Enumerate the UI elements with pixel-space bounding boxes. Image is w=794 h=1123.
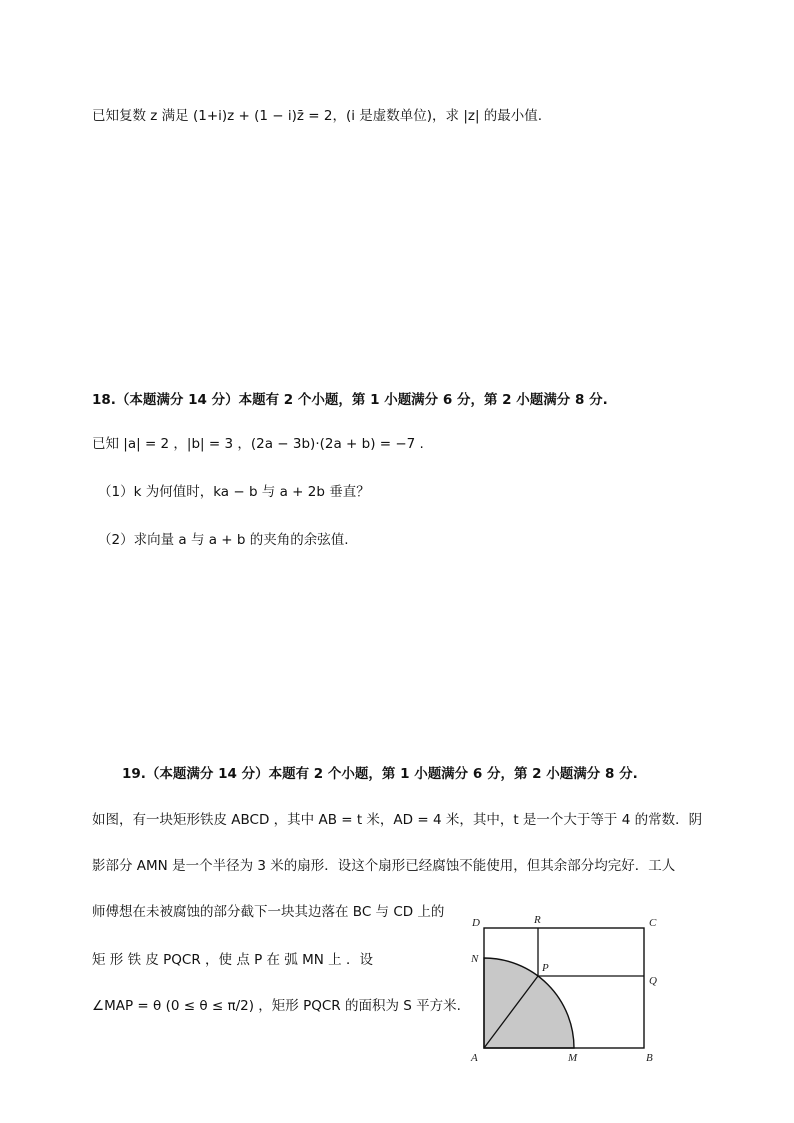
q19-line3: 师傅想在未被腐蚀的部分截下一块其边落在 BC 与 CD 上的 bbox=[92, 904, 445, 920]
rectangle-sector-figure bbox=[462, 905, 672, 1075]
label-n: N bbox=[471, 953, 479, 965]
label-a: A bbox=[471, 1052, 478, 1064]
label-q: Q bbox=[649, 975, 657, 987]
label-m: M bbox=[568, 1052, 578, 1064]
q17-statement: 已知复数 z 满足 (1+i)z + (1 − i)z̄ = 2，(i 是虚数单位)，求 |z| 的最小值. bbox=[92, 108, 543, 124]
q18-part2: （2）求向量 a 与 a + b 的夹角的余弦值. bbox=[98, 532, 349, 548]
label-p: P bbox=[542, 962, 549, 974]
q19-line1: 如图，有一块矩形铁皮 ABCD ，其中 AB = t 米，AD = 4 米，其中，t 是一个大于等于 4 的常数．阴 bbox=[92, 812, 703, 828]
label-r: R bbox=[534, 914, 541, 926]
q18-part1: （1）k 为何值时，ka − b 与 a + 2b 垂直？ bbox=[98, 484, 370, 500]
q19-line4: 矩 形 铁 皮 PQCR ，使 点 P 在 弧 MN 上 ．设 bbox=[92, 952, 373, 968]
label-d: D bbox=[472, 917, 480, 929]
q18-header: 18.（本题满分 14 分）本题有 2 个小题，第 1 小题满分 6 分，第 2 小题满分 8 分. bbox=[92, 392, 608, 408]
q19-line5: ∠MAP = θ (0 ≤ θ ≤ π/2) ，矩形 PQCR 的面积为 S 平方米. bbox=[92, 998, 461, 1014]
q18-given: 已知 |a| = 2 ，|b| = 3 ，(2a − 3b)·(2a + b) = −7 . bbox=[92, 436, 424, 452]
label-c: C bbox=[649, 917, 657, 929]
sector-amn bbox=[484, 958, 574, 1048]
label-b: B bbox=[646, 1052, 653, 1064]
q19-line2: 影部分 AMN 是一个半径为 3 米的扇形．设这个扇形已经腐蚀不能使用，但其余部分均完好．工人 bbox=[92, 858, 676, 874]
q19-header: 19.（本题满分 14 分）本题有 2 个小题，第 1 小题满分 6 分，第 2 小题满分 8 分. bbox=[122, 766, 638, 782]
